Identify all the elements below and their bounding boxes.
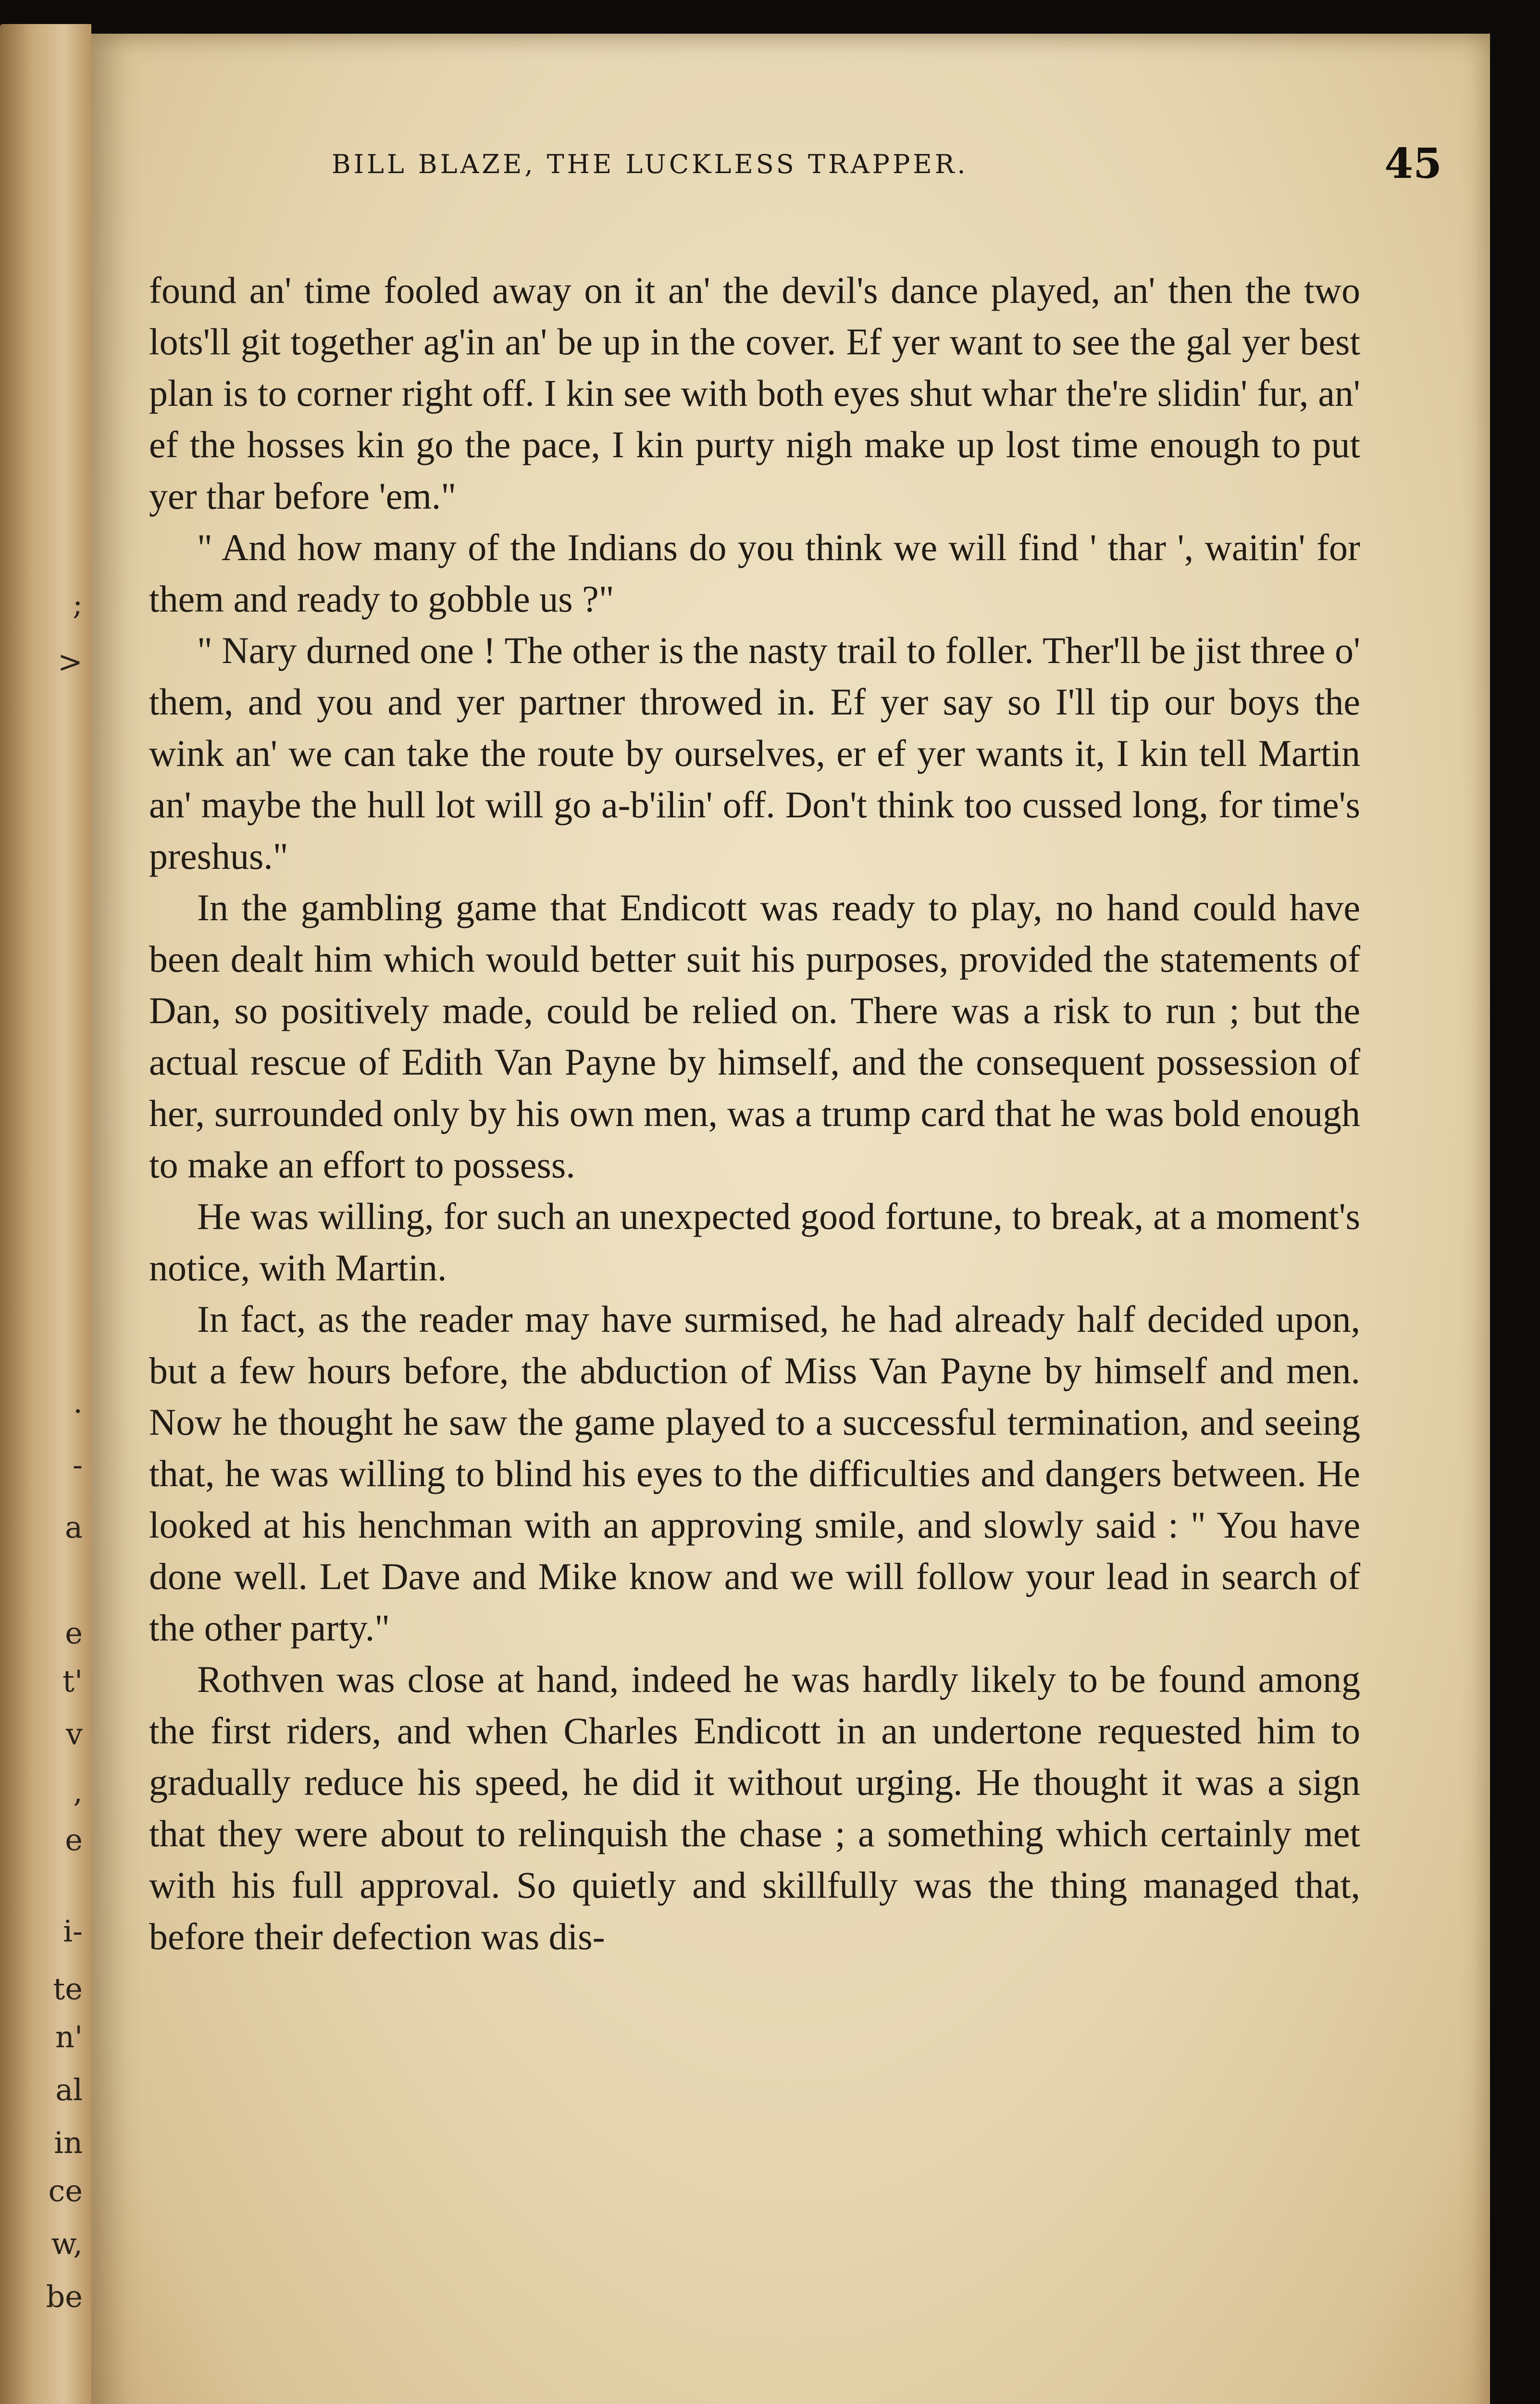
page-header (332, 139, 1476, 197)
book-page (91, 34, 1490, 2404)
running-head: BILL BLAZE, THE LUCKLESS TRAPPER. (332, 149, 969, 179)
paragraph: In the gambling game that Endicott was ready to play, no hand could have been dealt him which would better suit his purposes, provided the statements of Dan, so positively made, could be relied on. There was a risk to run ; but the actual rescue of Edith Van Payne by himself, and the consequent possession of her, surrounded only by his own men, was a trump card that he was bold enough to make an effort to possess. (149, 887, 1360, 1186)
paragraph: Rothven was close at hand, indeed he was hardly likely to be found among the first riders, and when Charles Endicott in an undertone requested him to gradually reduce his speed, he did it without urging. He thought it was a sign that they were about to relinquish the chase ; a something which certainly met with his full approval. So quietly and skillfully was the thing managed that, before their defection was dis- (149, 1658, 1360, 1957)
paragraph: In fact, as the reader may have surmised, he had already half decided upon, but a few hours before, the abduction of Miss Van Payne by himself and men. Now he thought he saw the game played to a successful termination, and seeing that, he was willing to blind his eyes to the difficulties and dangers between. He looked at his henchman with an approving smile, and slowly said : " You have done well. Let Dave and Mike know and we will follow your lead in search of the other party." (149, 1298, 1360, 1649)
margin-char: - (73, 1447, 83, 1482)
previous-page-edge (0, 24, 91, 2404)
paragraph: " Nary durned one ! The other is the nasty trail to foller. Ther'll be jist three o' them, and you and yer partner throwed in. Ef yer say so I'll tip our boys the wink an' we can take the route by ourselves, er ef yer wants it, I kin tell Martin an' maybe the hull lot will go a-b'ilin' off. Don't think too cussed long, for time's preshus." (149, 629, 1360, 877)
body-text (149, 264, 1360, 1962)
paragraph: found an' time fooled away on it an' the devil's dance played, an' then the two lots'll git together ag'in an' be up in the cover. Ef yer want to see the gal yer best plan is to corner right off. I kin see with both eyes shut whar the're slidin' fur, an' ef the hosses kin go the pace, I kin purty nigh make up lost time enough to put yer thar before 'em." (149, 269, 1360, 517)
margin-char: . (73, 1385, 83, 1420)
margin-char: e (65, 1615, 83, 1651)
margin-char: al (55, 2072, 83, 2107)
margin-char: w, (51, 2226, 83, 2261)
margin-char: ; (73, 587, 83, 622)
margin-char: t' (62, 1664, 83, 1699)
margin-char: ce (48, 2173, 83, 2208)
margin-char: n' (55, 2019, 83, 2054)
margin-char: a (65, 1510, 83, 1545)
margin-char: te (53, 1971, 83, 2006)
page-number: 45 (1384, 139, 1442, 188)
margin-char: e (65, 1822, 83, 1857)
paragraph: " And how many of the Indians do you think we will find ' thar ', waitin' for them and ready to gobble us ?" (149, 526, 1360, 620)
margin-char: , (73, 1774, 83, 1809)
margin-char: i- (63, 1914, 83, 1949)
margin-char: in (54, 2125, 83, 2160)
margin-char: > (58, 644, 83, 679)
margin-char: be (46, 2279, 83, 2314)
paragraph: He was willing, for such an unexpected good fortune, to break, at a moment's notice, with Martin. (149, 1195, 1360, 1289)
margin-char: v (65, 1716, 83, 1752)
